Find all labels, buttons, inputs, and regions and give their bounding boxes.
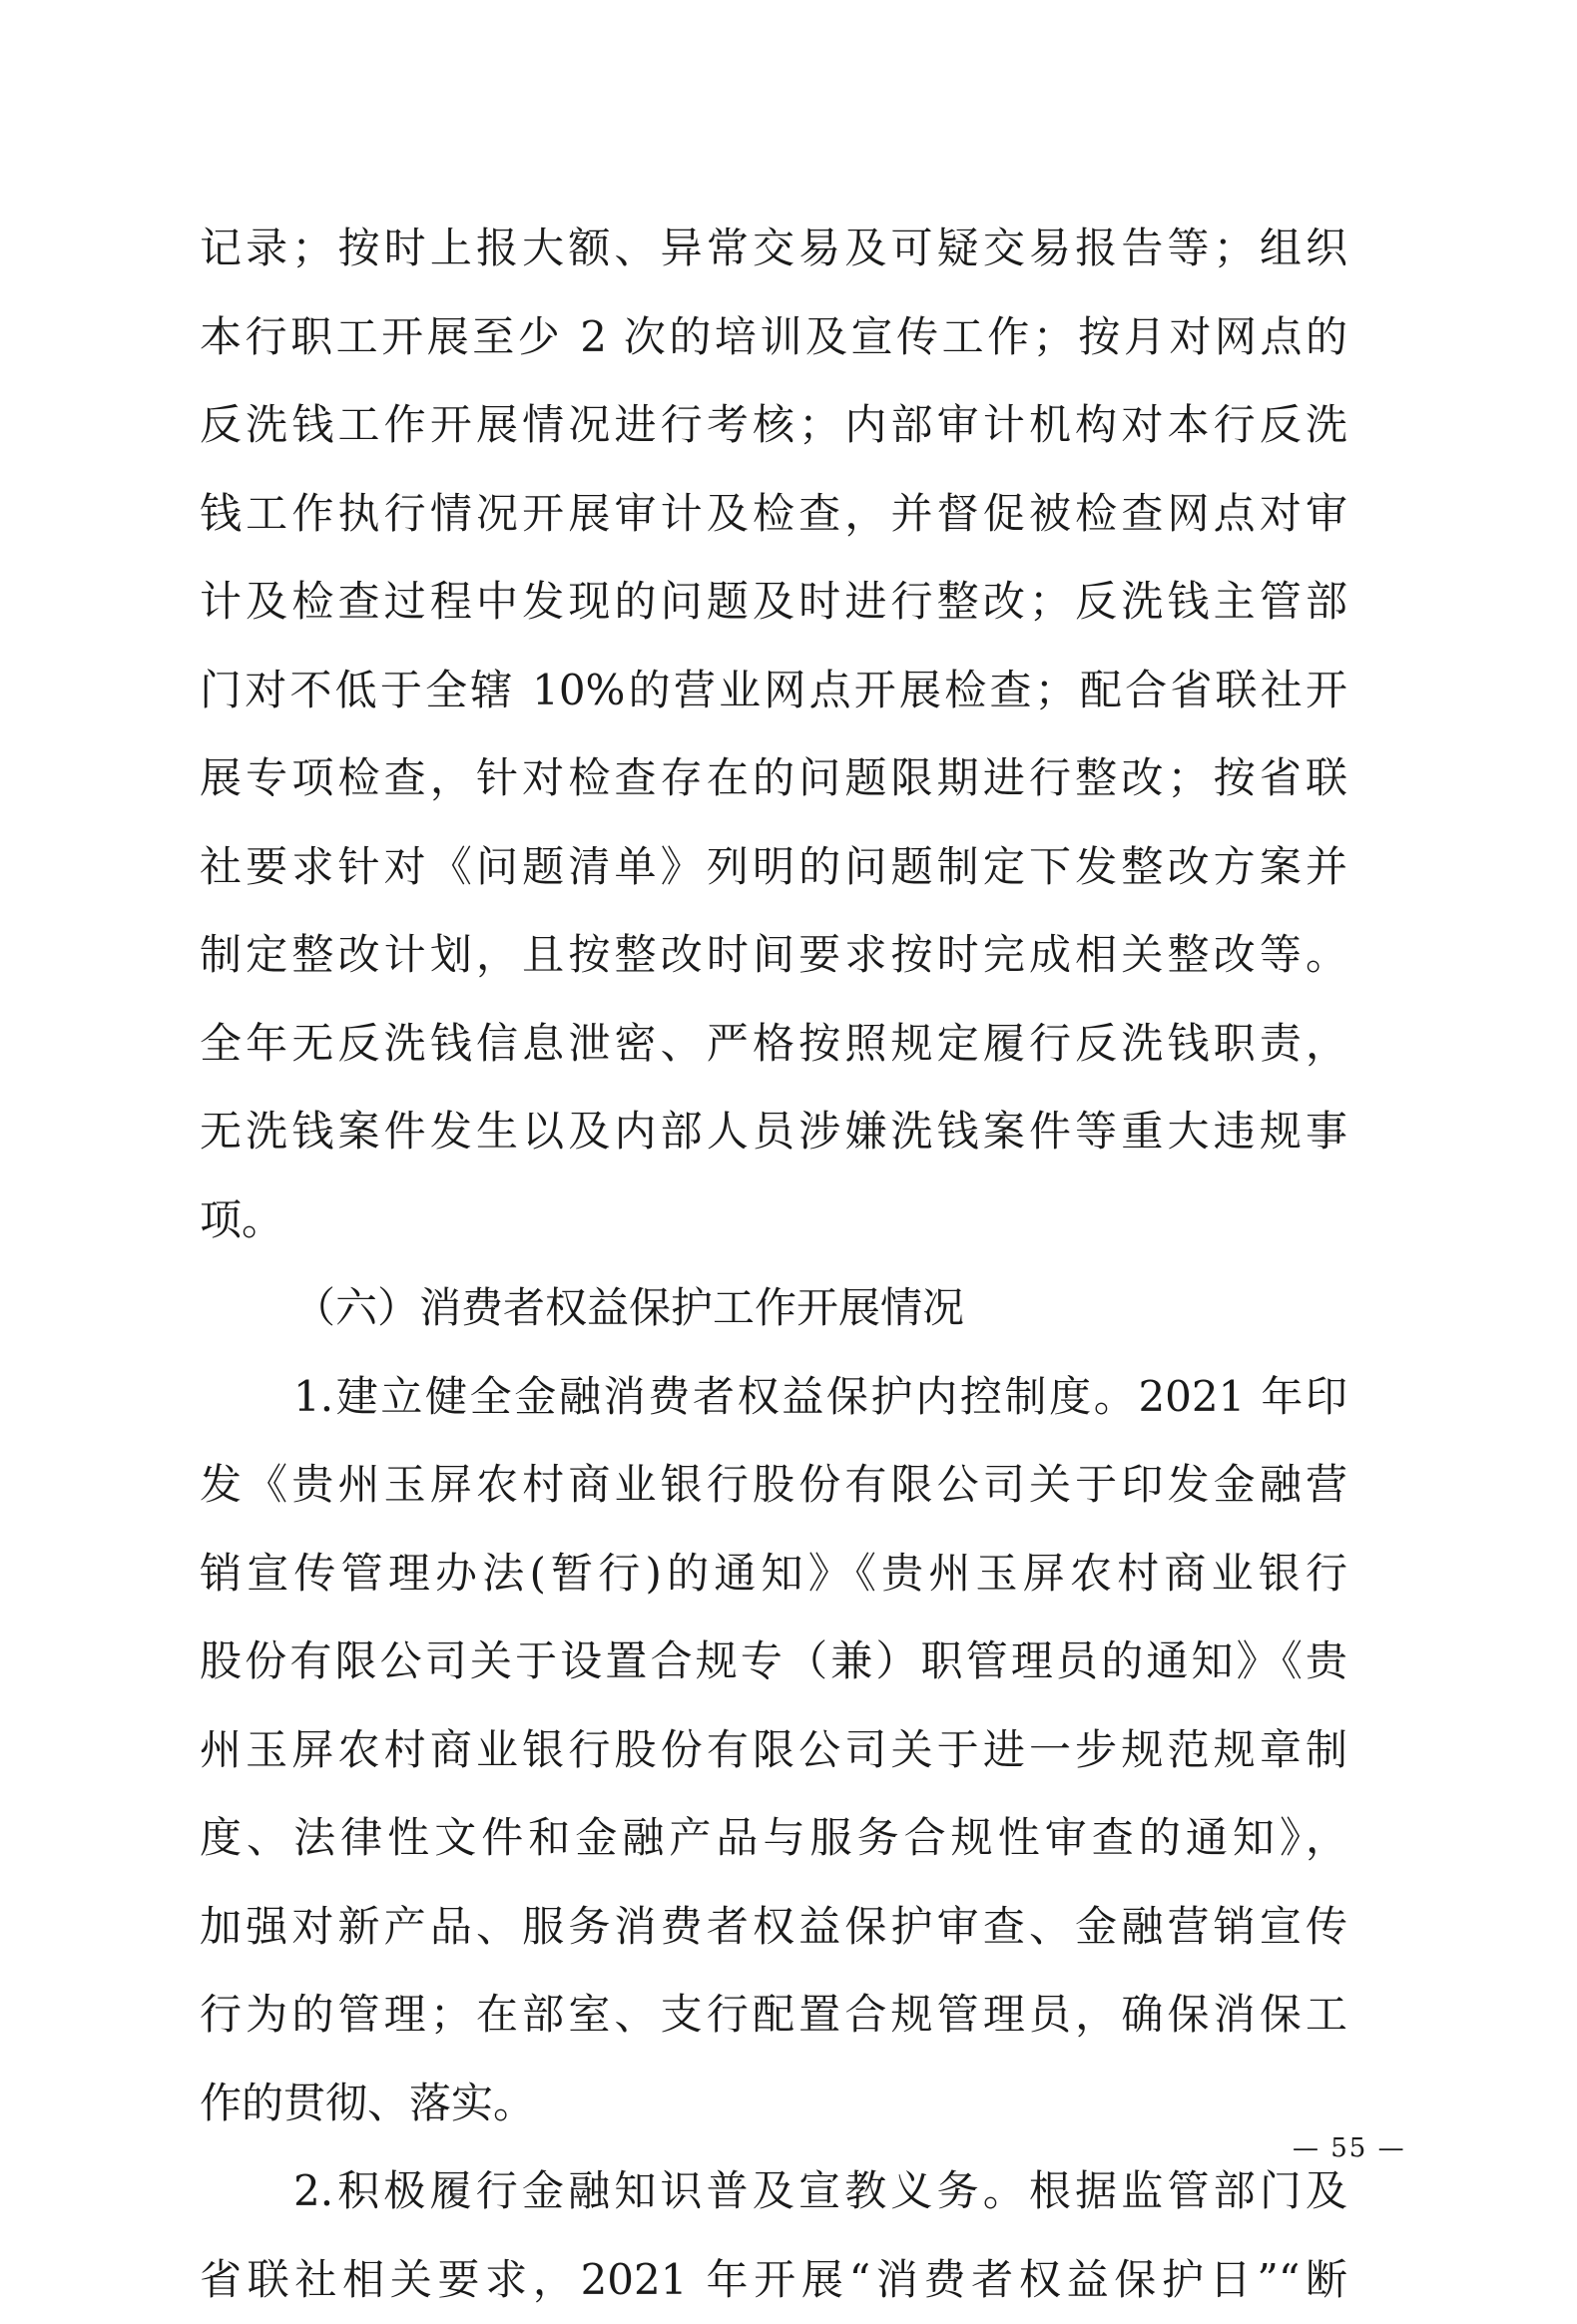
text-line: 社要求针对《问题清单》列明的问题制定下发整改方案并 bbox=[200, 823, 1347, 912]
text-line: 项。 bbox=[200, 1176, 1347, 1265]
text-line: 无洗钱案件发生以及内部人员涉嫌洗钱案件等重大违规事 bbox=[200, 1088, 1347, 1176]
text-line: 省联社相关要求，2021 年开展“消费者权益保护日”“断 bbox=[200, 2236, 1347, 2324]
text-line: 全年无反洗钱信息泄密、严格按照规定履行反洗钱职责， bbox=[200, 1000, 1347, 1089]
text-line: 销宣传管理办法(暂行)的通知》《贵州玉屏农村商业银行 bbox=[200, 1530, 1347, 1619]
text-line: 制定整改计划，且按整改时间要求按时完成相关整改等。 bbox=[200, 911, 1347, 1000]
text-line: 门对不低于全辖 10%的营业网点开展检查；配合省联社开 bbox=[200, 647, 1347, 735]
text-line: 展专项检查，针对检查存在的问题限期进行整改；按省联 bbox=[200, 734, 1347, 823]
text-line: 反洗钱工作开展情况进行考核；内部审计机构对本行反洗 bbox=[200, 381, 1347, 470]
page-number: — 55 — bbox=[1293, 2133, 1406, 2163]
text-line: 1.建立健全金融消费者权益保护内控制度。2021 年印 bbox=[200, 1353, 1347, 1442]
text-line: 记录；按时上报大额、异常交易及可疑交易报告等；组织 bbox=[200, 205, 1347, 293]
text-line: 本行职工开展至少 2 次的培训及宣传工作；按月对网点的 bbox=[200, 293, 1347, 382]
text-line: 州玉屏农村商业银行股份有限公司关于进一步规范规章制 bbox=[200, 1706, 1347, 1795]
text-line: 行为的管理；在部室、支行配置合规管理员，确保消保工 bbox=[200, 1971, 1347, 2060]
text-line: 计及检查过程中发现的问题及时进行整改；反洗钱主管部 bbox=[200, 558, 1347, 647]
body-text bbox=[200, 205, 1347, 2324]
text-line: 加强对新产品、服务消费者权益保护审查、金融营销宣传 bbox=[200, 1883, 1347, 1972]
text-line: 发《贵州玉屏农村商业银行股份有限公司关于印发金融营 bbox=[200, 1441, 1347, 1530]
text-line: 钱工作执行情况开展审计及检查，并督促被检查网点对审 bbox=[200, 470, 1347, 559]
section-heading: （六）消费者权益保护工作开展情况 bbox=[200, 1264, 1347, 1353]
text-line: 股份有限公司关于设置合规专（兼）职管理员的通知》《贵 bbox=[200, 1618, 1347, 1706]
text-line: 度、法律性文件和金融产品与服务合规性审查的通知》， bbox=[200, 1794, 1347, 1883]
text-line: 2.积极履行金融知识普及宣教义务。根据监管部门及 bbox=[200, 2147, 1347, 2236]
text-line: 作的贯彻、落实。 bbox=[200, 2060, 1347, 2148]
